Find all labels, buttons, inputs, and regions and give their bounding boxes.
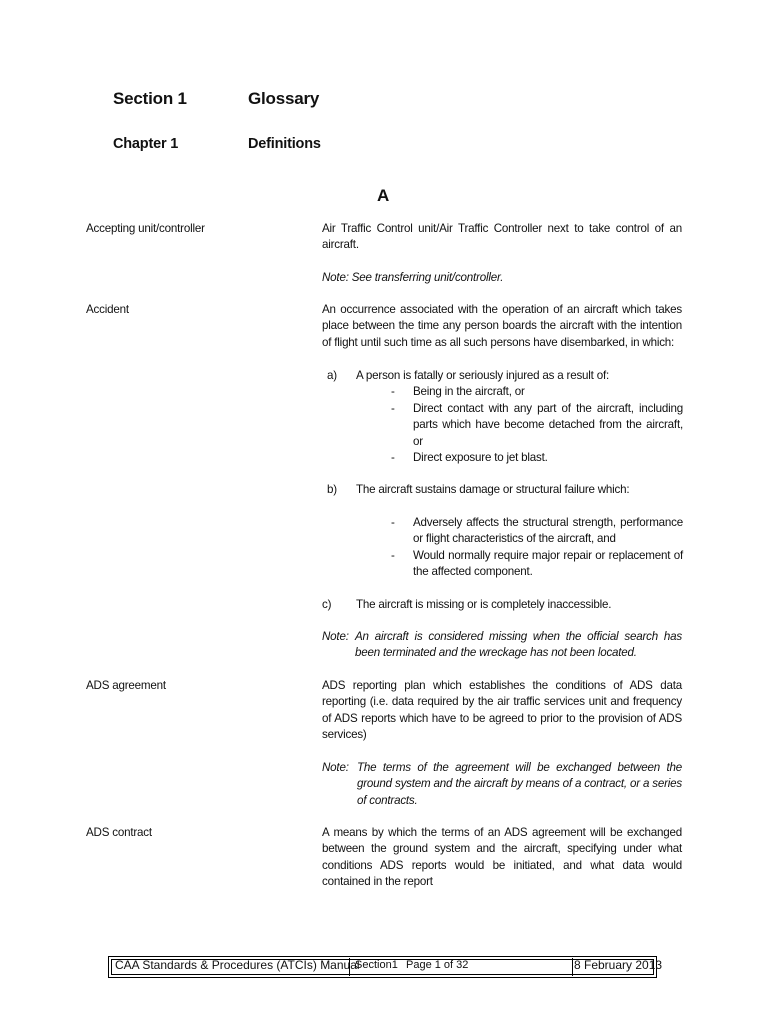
note-label: Note: [322, 630, 349, 643]
dash-bullet: - [391, 451, 395, 464]
glossary-letter-heading: A [377, 186, 390, 205]
definition-ads-agreement: ADS reporting plan which establishes the conditions of ADS data reporting (i.e. data required by the air traffic services unit and frequency of ADS reports which have to be agreed to prior to the provision of ADS services) [322, 679, 682, 742]
note-body: The terms of the agreement will be exchanged between the ground system and the aircraft by means of a contract, or a series of contracts. [357, 761, 682, 807]
footer-section: Section1 [355, 959, 398, 971]
page-footer [108, 956, 663, 978]
term-accepting-unit: Accepting unit/controller [86, 222, 205, 235]
item-text: The aircraft sustains damage or structural failure which: [356, 483, 630, 496]
definition-ads-contract: A means by which the terms of an ADS agreement will be exchanged between the ground system and the aircraft, specifying under what conditions ADS reports would be initiated, and what data would contained in the report [322, 826, 682, 889]
item-text: A person is fatally or seriously injured as a result of: [356, 369, 610, 382]
item-label: b) [327, 483, 337, 496]
term-ads-contract: ADS contract [86, 826, 152, 839]
note-accepting-unit: Note: See transferring unit/controller. [322, 271, 504, 284]
term-accident: Accident [86, 303, 129, 316]
note-accident [322, 629, 682, 663]
subitem: Would normally require major repair or replacement of the affected component. [413, 548, 683, 579]
dash-bullet: - [391, 401, 395, 415]
term-ads-agreement: ADS agreement [86, 679, 166, 692]
chapter-label: Chapter 1 [113, 136, 179, 152]
footer-divider [572, 958, 573, 976]
footer-divider [349, 958, 350, 976]
definition-accepting-unit: Air Traffic Control unit/Air Traffic Controller next to take control of an aircraft. [322, 222, 682, 252]
subitem: Being in the aircraft, or [413, 385, 525, 399]
accident-item-c [322, 597, 682, 617]
subitem: Adversely affects the structural strength, performance or flight characteristics of the aircraft, and [413, 516, 683, 546]
dash-bullet: - [391, 516, 395, 529]
section-label: Section 1 [113, 89, 187, 108]
footer-date: 8 February 2013 [574, 958, 663, 972]
chapter-title: Definitions [248, 136, 321, 152]
dash-bullet: - [391, 548, 395, 562]
item-text: The aircraft is missing or is completely inaccessible. [356, 598, 612, 611]
note-body: An aircraft is considered missing when the official search has been terminated and the wreckage has not been located. [355, 630, 682, 660]
dash-bullet: - [391, 385, 395, 399]
footer-manual-title: CAA Standards & Procedures (ATCIs) Manual [115, 958, 360, 972]
accident-item-b [322, 482, 682, 582]
note-label: Note: [322, 761, 349, 774]
note-ads-agreement [322, 760, 682, 810]
subitem: Direct exposure to jet blast. [413, 451, 548, 464]
footer-page-number: Page 1 of 32 [406, 959, 469, 971]
definition-accident: An occurrence associated with the operation of an aircraft which takes place between the time any person boards the aircraft with the intention of flight until such time as all such persons have disembarked, in which: [322, 303, 682, 349]
item-label: a) [327, 369, 337, 382]
item-label: c) [322, 598, 332, 611]
subitem: Direct contact with any part of the aircraft, including parts which have become detached from the aircraft, or [413, 401, 683, 448]
accident-item-a [322, 368, 682, 468]
section-title: Glossary [248, 89, 320, 108]
